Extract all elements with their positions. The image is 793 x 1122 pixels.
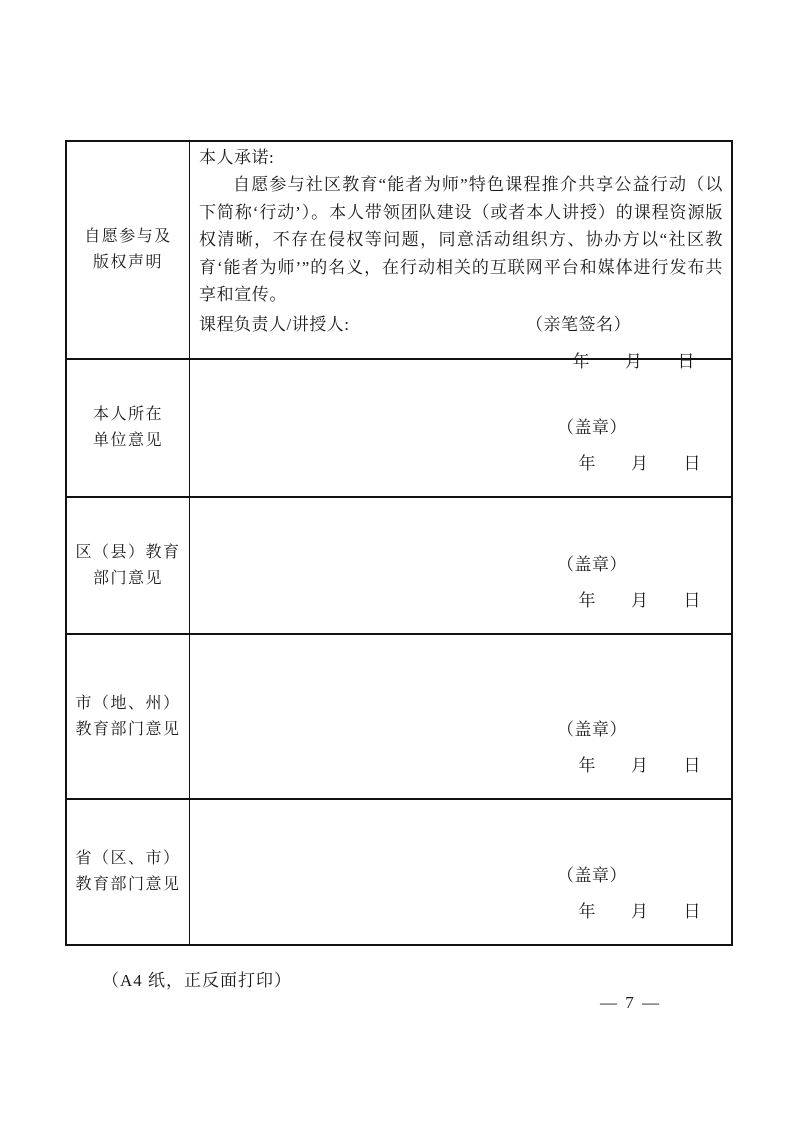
table-row-province-opinion [67,798,731,944]
approval-table [65,140,733,946]
table-row-declaration [67,142,731,371]
opinion-cell [190,800,731,944]
seal-hint: （盖章） [557,720,627,739]
row-label-line: 教育部门意见 [75,876,181,893]
signature-hint: （亲笔签名） [526,314,631,334]
print-instruction: （A4 纸，正反面打印） [102,971,293,990]
row-label-line: 部门意见 [92,569,163,587]
row-label-line: 本人所在 [92,406,163,423]
row-label-city-opinion [67,635,190,798]
row-label-unit-opinion [67,360,190,496]
opinion-cell [190,498,731,633]
row-label-province-opinion [67,800,190,944]
row-label-line: 版权声明 [92,254,163,271]
page-number: — 7 — [600,993,661,1012]
row-label-line: 教育部门意见 [75,720,181,738]
declaration-cell [190,142,731,371]
signer-line [199,312,723,338]
row-label-line: 区（县）教育 [75,543,181,561]
table-row-city-opinion [67,633,731,798]
promise-heading: 本人承诺: [199,148,275,167]
signer-label: 课程负责人/讲授人: [199,314,350,334]
opinion-cell [190,635,731,798]
row-label-line: 市（地、州） [75,694,181,712]
row-label-declaration [67,142,190,358]
opinion-cell [190,360,731,496]
date-line: 年 月 日 [578,591,701,610]
row-label-line: 单位意见 [92,432,163,449]
row-label-county-opinion [67,498,190,633]
date-line: 年 月 日 [578,756,701,775]
date-line: 年 月 日 [578,902,701,921]
seal-hint: （盖章） [557,866,627,885]
row-label-line: 自愿参与及 [84,228,172,245]
table-row-unit-opinion [67,358,731,496]
seal-hint: （盖章） [557,418,627,437]
date-line: 年 月 日 [572,351,695,371]
seal-hint: （盖章） [557,555,627,574]
declaration-text: 自愿参与社区教育“能者为师”特色课程推介共享公益行动（以下简称‘行动’）。本人带领团队建设（或者本人讲授）的课程资源版权清晰，不存在侵权等问题，同意活动组织方、协办方以“社区教育‘能者为师’”的名义，在行动相关的互联网平台和媒体进行发布共享和宣传。 [199,175,723,304]
row-label-line: 省（区、市） [75,850,181,867]
table-row-county-opinion [67,496,731,633]
date-line: 年 月 日 [578,454,701,473]
